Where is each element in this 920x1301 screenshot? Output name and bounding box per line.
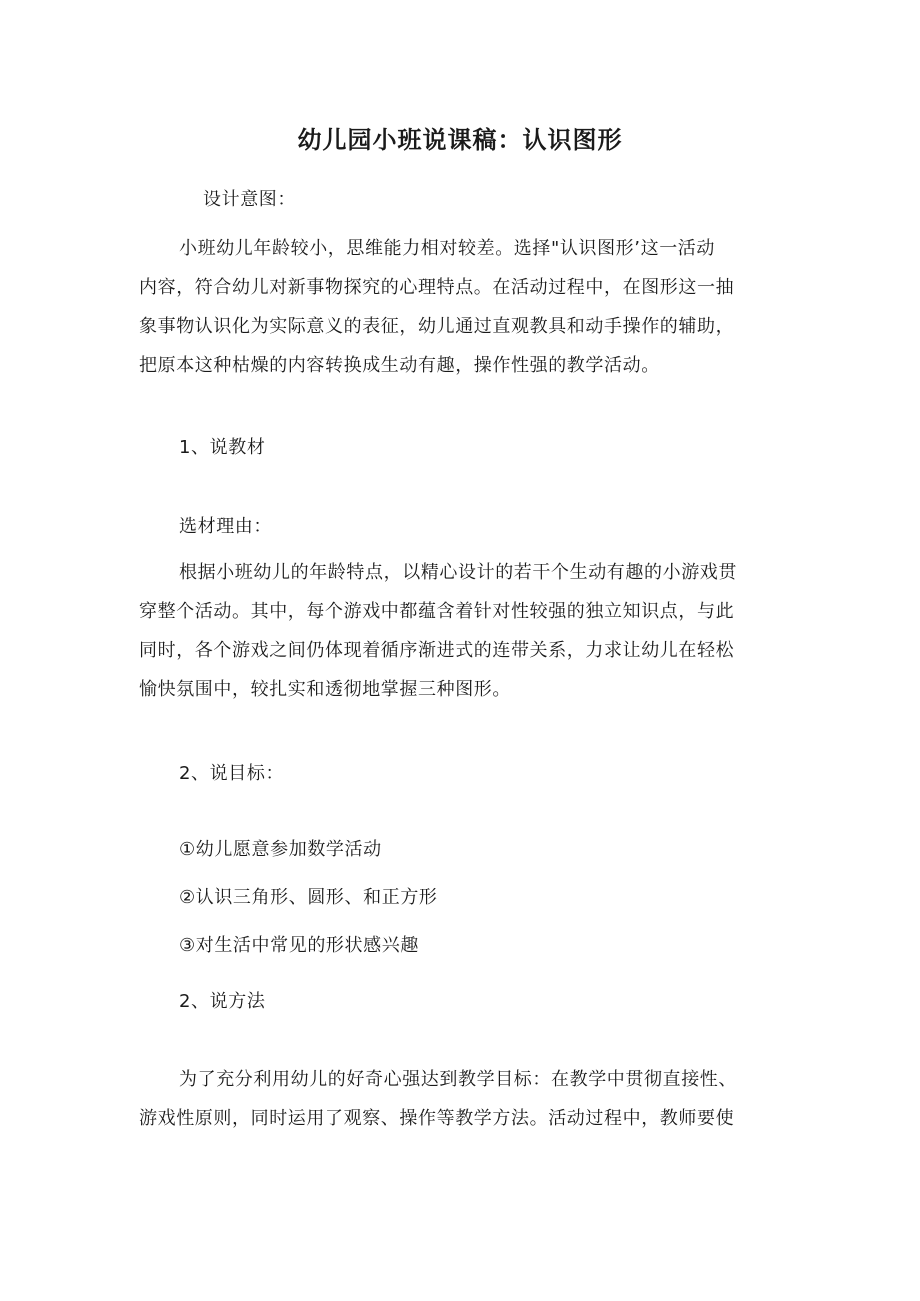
paragraph-line: 象事物认识化为实际意义的表征，幼儿通过直观教具和动手操作的辅助，: [139, 316, 735, 337]
goal-item-1: ①幼儿愿意参加数学活动: [179, 839, 382, 860]
paragraph-line: 游戏性原则，同时运用了观察、操作等教学方法。活动过程中，教师要使: [139, 1108, 735, 1129]
goal-item-3: ③对生活中常见的形状感兴趣: [179, 935, 419, 956]
paragraph-line: 为了充分利用幼儿的好奇心强达到教学目标：在教学中贯彻直接性、: [179, 1069, 737, 1090]
design-intent-paragraph: [139, 229, 789, 385]
section-heading-goals: 2、说目标：: [179, 763, 285, 784]
paragraph-line: 愉快氛围中，较扎实和透彻地掌握三种图形。: [139, 679, 511, 700]
paragraph-line: 穿整个活动。其中，每个游戏中都蕴含着针对性较强的独立知识点，与此: [139, 601, 735, 622]
paragraph-line: 内容，符合幼儿对新事物探究的心理特点。在活动过程中，在图形这一抽: [139, 277, 735, 298]
method-paragraph: [139, 1060, 789, 1138]
section-heading-methods: 2、说方法: [179, 991, 266, 1012]
paragraph-line: 根据小班幼儿的年龄特点，以精心设计的若干个生动有趣的小游戏贯: [179, 562, 737, 583]
paragraph-line: 同时，各个游戏之间仍体现着循序渐进式的连带关系，力求让幼儿在轻松: [139, 640, 735, 661]
paragraph-line: 小班幼儿年龄较小，思维能力相对较差。选择"认识图形’这一活动: [179, 238, 715, 259]
document-title: 幼儿园小班说课稿：认识图形: [297, 126, 623, 154]
material-reason-heading: 选材理由：: [179, 516, 272, 537]
section-heading-teaching-material: 1、说教材: [179, 437, 266, 458]
design-intent-heading: 设计意图：: [203, 189, 296, 210]
material-reason-paragraph: [139, 553, 789, 709]
goal-item-2: ②认识三角形、圆形、和正方形: [179, 887, 438, 908]
paragraph-line: 把原本这种枯燥的内容转换成生动有趣，操作性强的教学活动。: [139, 355, 660, 376]
